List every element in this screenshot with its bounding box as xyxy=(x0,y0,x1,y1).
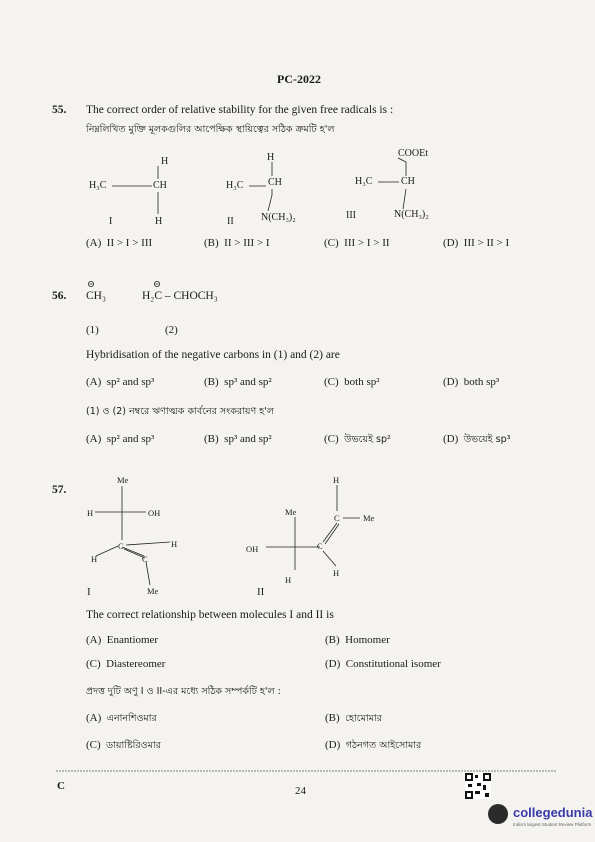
q56-label2: (2) xyxy=(165,324,178,336)
m1-me-bot: Me xyxy=(147,586,159,596)
opt-text: sp² and sp³ xyxy=(106,433,155,445)
page-number: 24 xyxy=(295,785,306,797)
q57-text-bn: প্রদত্ত দুটি অণু I ও II-এর মধ্যে সঠিক সম্পর্কটি হ'ল : xyxy=(86,686,281,697)
q55-text-bn: নিম্নলিখিত মুক্তি মূলকগুলির আপেক্ষিক স্থায়িত্বের সঠিক ক্রমটি হ'ল xyxy=(86,124,335,135)
s2-h-top: H xyxy=(267,152,275,163)
opt-text: III > I > II xyxy=(344,237,390,249)
opt-text: Diastereomer xyxy=(106,658,166,670)
m2-me: Me xyxy=(285,507,297,517)
q57-number: 57. xyxy=(52,484,67,496)
opt-key: (A) xyxy=(86,237,102,249)
m2-c2: C xyxy=(317,541,323,551)
s2-label: II xyxy=(227,216,234,227)
m2-h-bot2: H xyxy=(333,568,340,578)
brand-avatar-icon xyxy=(488,804,508,824)
q56-number: 56. xyxy=(52,290,67,302)
q56-mol1: CH₃ xyxy=(86,290,106,302)
s3-h3c: H₃C xyxy=(355,176,373,187)
opt-key: (B) xyxy=(325,712,340,724)
m2-label: II xyxy=(257,586,265,598)
opt-key: (D) xyxy=(443,376,459,388)
s3-sub: N(CH₃)₂ xyxy=(394,209,429,220)
s1-h-top: H xyxy=(161,156,169,167)
m2-h-bot1: H xyxy=(285,575,292,585)
q55-number: 55. xyxy=(52,104,67,116)
opt-key: (C) xyxy=(86,658,101,670)
opt-key: (C) xyxy=(324,376,339,388)
m1-me-top: Me xyxy=(117,475,129,485)
opt-key: (D) xyxy=(325,739,341,751)
s3-ch: CH xyxy=(401,176,415,187)
opt-key: (C) xyxy=(324,433,339,445)
q56-text-en: Hybridisation of the negative carbons in (1) and (2) are xyxy=(86,349,340,361)
opt-key: (D) xyxy=(443,237,459,249)
footer-left: C xyxy=(57,780,65,792)
opt-text: Enantiomer xyxy=(106,634,159,646)
opt-key: (A) xyxy=(86,376,102,388)
m1-c1: C xyxy=(118,541,124,551)
opt-key: (B) xyxy=(204,433,219,445)
m1-h-low: H xyxy=(91,554,98,564)
opt-key: (C) xyxy=(86,739,101,751)
qr-code-icon xyxy=(465,773,491,799)
m1-oh: OH xyxy=(148,508,161,518)
paper-code: PC-2022 xyxy=(277,72,321,86)
s3-label: III xyxy=(346,210,356,221)
opt-text: both sp³ xyxy=(463,376,500,388)
s2-h3c: H₃C xyxy=(226,180,244,191)
s1-label: I xyxy=(109,216,113,227)
s1-h3c: H₃C xyxy=(89,180,107,191)
m1-h-right: H xyxy=(171,539,178,549)
q57-text-en: The correct relationship between molecules I and II is xyxy=(86,609,334,621)
opt-text: এনানশিওমার xyxy=(106,713,157,724)
opt-text: ডায়াষ্টিরিওমার xyxy=(106,740,161,751)
opt-key: (A) xyxy=(86,712,102,724)
opt-key: (A) xyxy=(86,433,102,445)
opt-text: both sp² xyxy=(344,376,380,388)
m2-c: C xyxy=(334,513,340,523)
q55-text-en: The correct order of relative stability for the given free radicals is : xyxy=(86,104,394,116)
opt-text: Homomer xyxy=(345,634,390,646)
opt-text: sp² and sp³ xyxy=(106,376,155,388)
opt-text: Constitutional isomer xyxy=(345,658,441,670)
s2-sub: N(CH₃)₂ xyxy=(261,212,296,223)
s1-ch: CH xyxy=(153,180,167,191)
opt-text: উভয়েই sp³ xyxy=(463,434,511,445)
m1-c2: C xyxy=(142,554,148,564)
opt-key: (B) xyxy=(325,634,340,646)
q56-label1: (1) xyxy=(86,324,99,336)
opt-key: (B) xyxy=(204,237,219,249)
s2-ch: CH xyxy=(268,177,282,188)
opt-key: (A) xyxy=(86,634,102,646)
opt-text: II > III > I xyxy=(224,237,270,249)
opt-text: III > II > I xyxy=(463,237,510,249)
opt-text: II > I > III xyxy=(106,237,153,249)
opt-text: sp³ and sp² xyxy=(224,376,272,388)
q56-mol2: H₂C – CHOCH₃ xyxy=(142,290,218,302)
opt-text: হোমোমার xyxy=(345,713,382,724)
s3-cooet: COOEt xyxy=(398,148,428,159)
q56-text-bn: (1) ও (2) নম্বরে ঋণাত্মক কার্বনের সংকরায়ণ হ'ল xyxy=(86,406,274,417)
m2-oh: OH xyxy=(246,544,259,554)
m1-h-left: H xyxy=(87,508,94,518)
brand-name: collegedunia xyxy=(513,805,593,820)
opt-key: (B) xyxy=(204,376,219,388)
brand-tagline: India's largest Student Review Platform xyxy=(513,822,592,827)
opt-text: sp³ and sp² xyxy=(224,433,272,445)
m1-label: I xyxy=(87,586,91,598)
opt-key: (D) xyxy=(443,433,459,445)
opt-key: (D) xyxy=(325,658,341,670)
m2-me2: Me xyxy=(363,513,375,523)
s1-h-bot: H xyxy=(155,216,163,227)
opt-key: (C) xyxy=(324,237,339,249)
opt-text: গঠনগত আইসোমার xyxy=(345,740,422,751)
opt-text: উভয়েই sp² xyxy=(344,434,391,445)
m2-h-top: H xyxy=(333,475,340,485)
